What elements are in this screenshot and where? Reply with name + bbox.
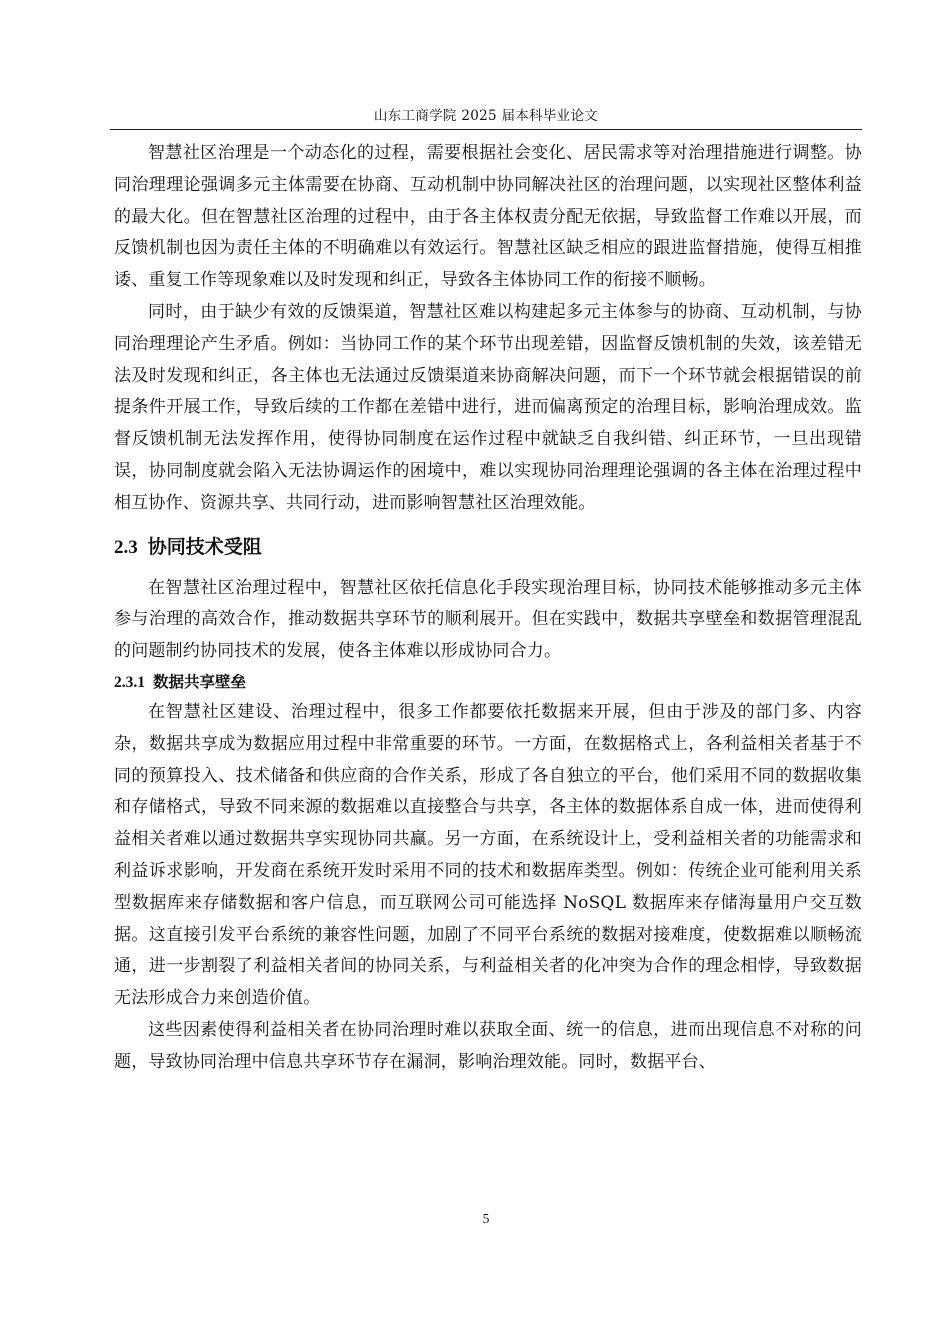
paragraph-information-asymmetry: 这些因素使得利益相关者在协同治理时难以获取全面、统一的信息，进而出现信息不对称的问题，导致协同治理中信息共享环节存在漏洞，影响治理效能。同时，数据平台、 <box>114 1019 862 1072</box>
section-number: 2.3 <box>114 536 138 558</box>
subsection-title: 数据共享壁垒 <box>153 672 247 691</box>
subsection-heading-2-3-1 <box>114 668 862 697</box>
page-number: 5 <box>482 1211 490 1226</box>
running-header: 山东工商学院 2025 届本科毕业论文 <box>373 108 599 124</box>
subsection-number: 2.3.1 <box>114 673 145 691</box>
section-heading-2-3 <box>114 532 862 563</box>
section-title: 协同技术受阻 <box>147 535 262 558</box>
header-rule <box>110 129 862 130</box>
paragraph-feedback-channels: 同时，由于缺少有效的反馈渠道，智慧社区难以构建起多元主体参与的协商、互动机制，与协同治理理论产生矛盾。例如：当协同工作的某个环节出现差错，因监督反馈机制的失效，该差错无法及时发现和纠正，各主体也无法通过反馈渠道来协商解决问题，而下一个环节就会根据错误的前提条件开展工作，导致后续的工作都在差错中进行，进而偏离预定的治理目标，影响治理成效。监督反馈机制无法发挥作用，使得协同制度在运作过程中就缺乏自我纠错、纠正环节，一旦出现错误，协同制度就会陷入无法协调运作的困境中，难以实现协同治理理论强调的各主体在治理过程中相互协作、资源共享、共同行动，进而影响智慧社区治理效能。 <box>114 301 862 513</box>
paragraph-data-sharing-barriers: 在智慧社区建设、治理过程中，很多工作都要依托数据来开展，但由于涉及的部门多、内容杂，数据共享成为数据应用过程中非常重要的环节。一方面，在数据格式上，各利益相关者基于不同的预算投入、技术储备和供应商的合作关系，形成了各自独立的平台，他们采用不同的数据收集和存储格式，导致不同来源的数据难以直接整合与共享，各主体的数据体系自成一体，进而使得利益相关者难以通过数据共享实现协同共赢。另一方面，在系统设计上，受利益相关者的功能需求和利益诉求影响，开发商在系统开发时采用不同的技术和数据库类型。例如：传统企业可能利用关系型数据库来存储数据和客户信息，而互联网公司可能选择 NoSQL 数据库来存储海量用户交互数据。这直接引发平台系统的兼容性问题，加剧了不同平台系统的数据对接难度，使数据难以顺畅流通，进一步割裂了利益相关者间的协同关系，与利益相关者的化冲突为合作的理念相悖，导致数据无法形成合力来创造价值。 <box>114 701 862 1009</box>
paragraph-collaborative-governance-dynamics: 智慧社区治理是一个动态化的过程，需要根据社会变化、居民需求等对治理措施进行调整。协同治理理论强调多元主体需要在协商、互动机制中协同解决社区的治理问题，以实现社区整体利益的最大化。但在智慧社区治理的过程中，由于各主体权责分配无依据，导致监督工作难以开展，而反馈机制也因为责任主体的不明确难以有效运行。智慧社区缺乏相应的跟进监督措施，使得互相推诿、重复工作等现象难以及时发现和纠正，导致各主体协同工作的衔接不顺畅。 <box>114 143 862 291</box>
paragraph-collaborative-technology: 在智慧社区治理过程中，智慧社区依托信息化手段实现治理目标，协同技术能够推动多元主体参与治理的高效合作，推动数据共享环节的顺利展开。但在实践中，数据共享壁垒和数据管理混乱的问题制约协同技术的发展，使各主体难以形成协同合力。 <box>114 577 862 662</box>
body-content <box>114 138 862 1079</box>
